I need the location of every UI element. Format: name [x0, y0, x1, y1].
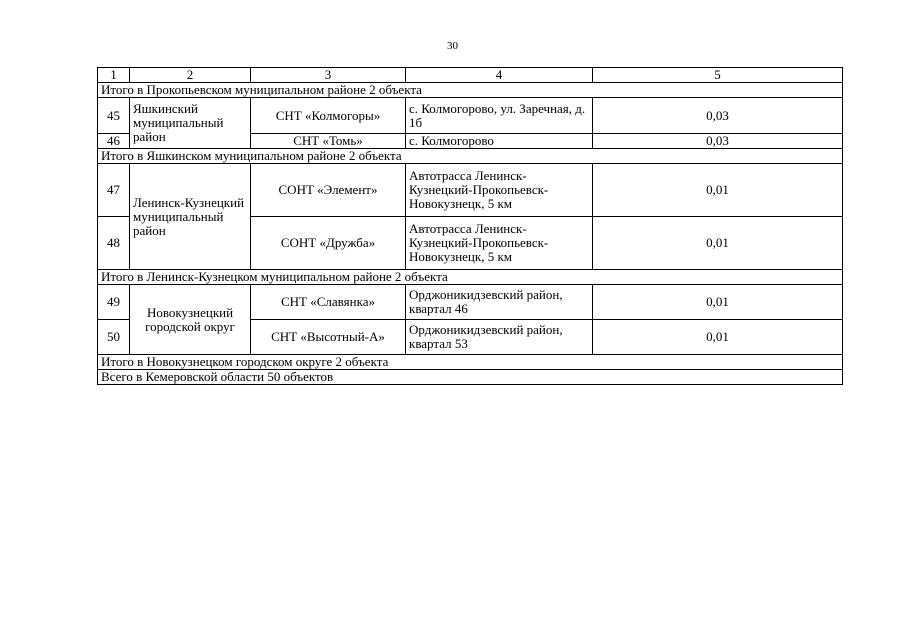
row-number: 47 [98, 164, 130, 217]
table-row [98, 164, 843, 217]
group-leninsk: Ленинск-Кузнецкий муниципальный район [130, 164, 251, 270]
row-number: 49 [98, 285, 130, 320]
object-name: СНТ «Колмогоры» [251, 98, 406, 134]
object-value: 0,01 [593, 217, 843, 270]
header-cell: 5 [593, 68, 843, 83]
header-cell: 2 [130, 68, 251, 83]
row-number: 45 [98, 98, 130, 134]
object-address: с. Колмогорово, ул. Заречная, д. 1б [406, 98, 593, 134]
object-value: 0,01 [593, 164, 843, 217]
row-number: 46 [98, 134, 130, 149]
table-row [98, 285, 843, 320]
group-yashkinsky: Яшкинский муниципальный район [130, 98, 251, 149]
header-row [98, 68, 843, 83]
total-row [98, 149, 843, 164]
object-name: СНТ «Высотный-А» [251, 320, 406, 355]
total-novokuznetsk: Итого в Новокузнецком городском округе 2 объекта [98, 355, 843, 370]
row-number: 48 [98, 217, 130, 270]
object-address: Автотрасса Ленинск-Кузнецкий-Прокопьевск-Новокузнецк, 5 км [406, 217, 593, 270]
total-region: Всего в Кемеровской области 50 объектов [98, 370, 843, 385]
total-yashkinsky: Итого в Яшкинском муниципальном районе 2 объекта [98, 149, 843, 164]
table-row [98, 98, 843, 134]
header-cell: 3 [251, 68, 406, 83]
object-value: 0,01 [593, 320, 843, 355]
header-cell: 1 [98, 68, 130, 83]
object-name: СОНТ «Дружба» [251, 217, 406, 270]
total-row [98, 370, 843, 385]
total-row [98, 83, 843, 98]
object-value: 0,03 [593, 134, 843, 149]
object-name: СНТ «Томь» [251, 134, 406, 149]
object-value: 0,03 [593, 98, 843, 134]
object-address: Орджоникидзевский район, квартал 53 [406, 320, 593, 355]
total-leninsk: Итого в Ленинск-Кузнецком муниципальном районе 2 объекта [98, 270, 843, 285]
object-name: СНТ «Славянка» [251, 285, 406, 320]
object-address: Автотрасса Ленинск-Кузнецкий-Прокопьевск-Новокузнецк, 5 км [406, 164, 593, 217]
object-address: с. Колмогорово [406, 134, 593, 149]
total-prokopyevsky: Итого в Прокопьевском муниципальном районе 2 объекта [98, 83, 843, 98]
total-row [98, 355, 843, 370]
total-row [98, 270, 843, 285]
header-cell: 4 [406, 68, 593, 83]
object-name: СОНТ «Элемент» [251, 164, 406, 217]
object-address: Орджоникидзевский район, квартал 46 [406, 285, 593, 320]
page-number: 30 [447, 40, 458, 52]
object-value: 0,01 [593, 285, 843, 320]
group-novokuznetsk: Новокузнецкий городской округ [130, 285, 251, 355]
row-number: 50 [98, 320, 130, 355]
objects-table [97, 67, 843, 385]
